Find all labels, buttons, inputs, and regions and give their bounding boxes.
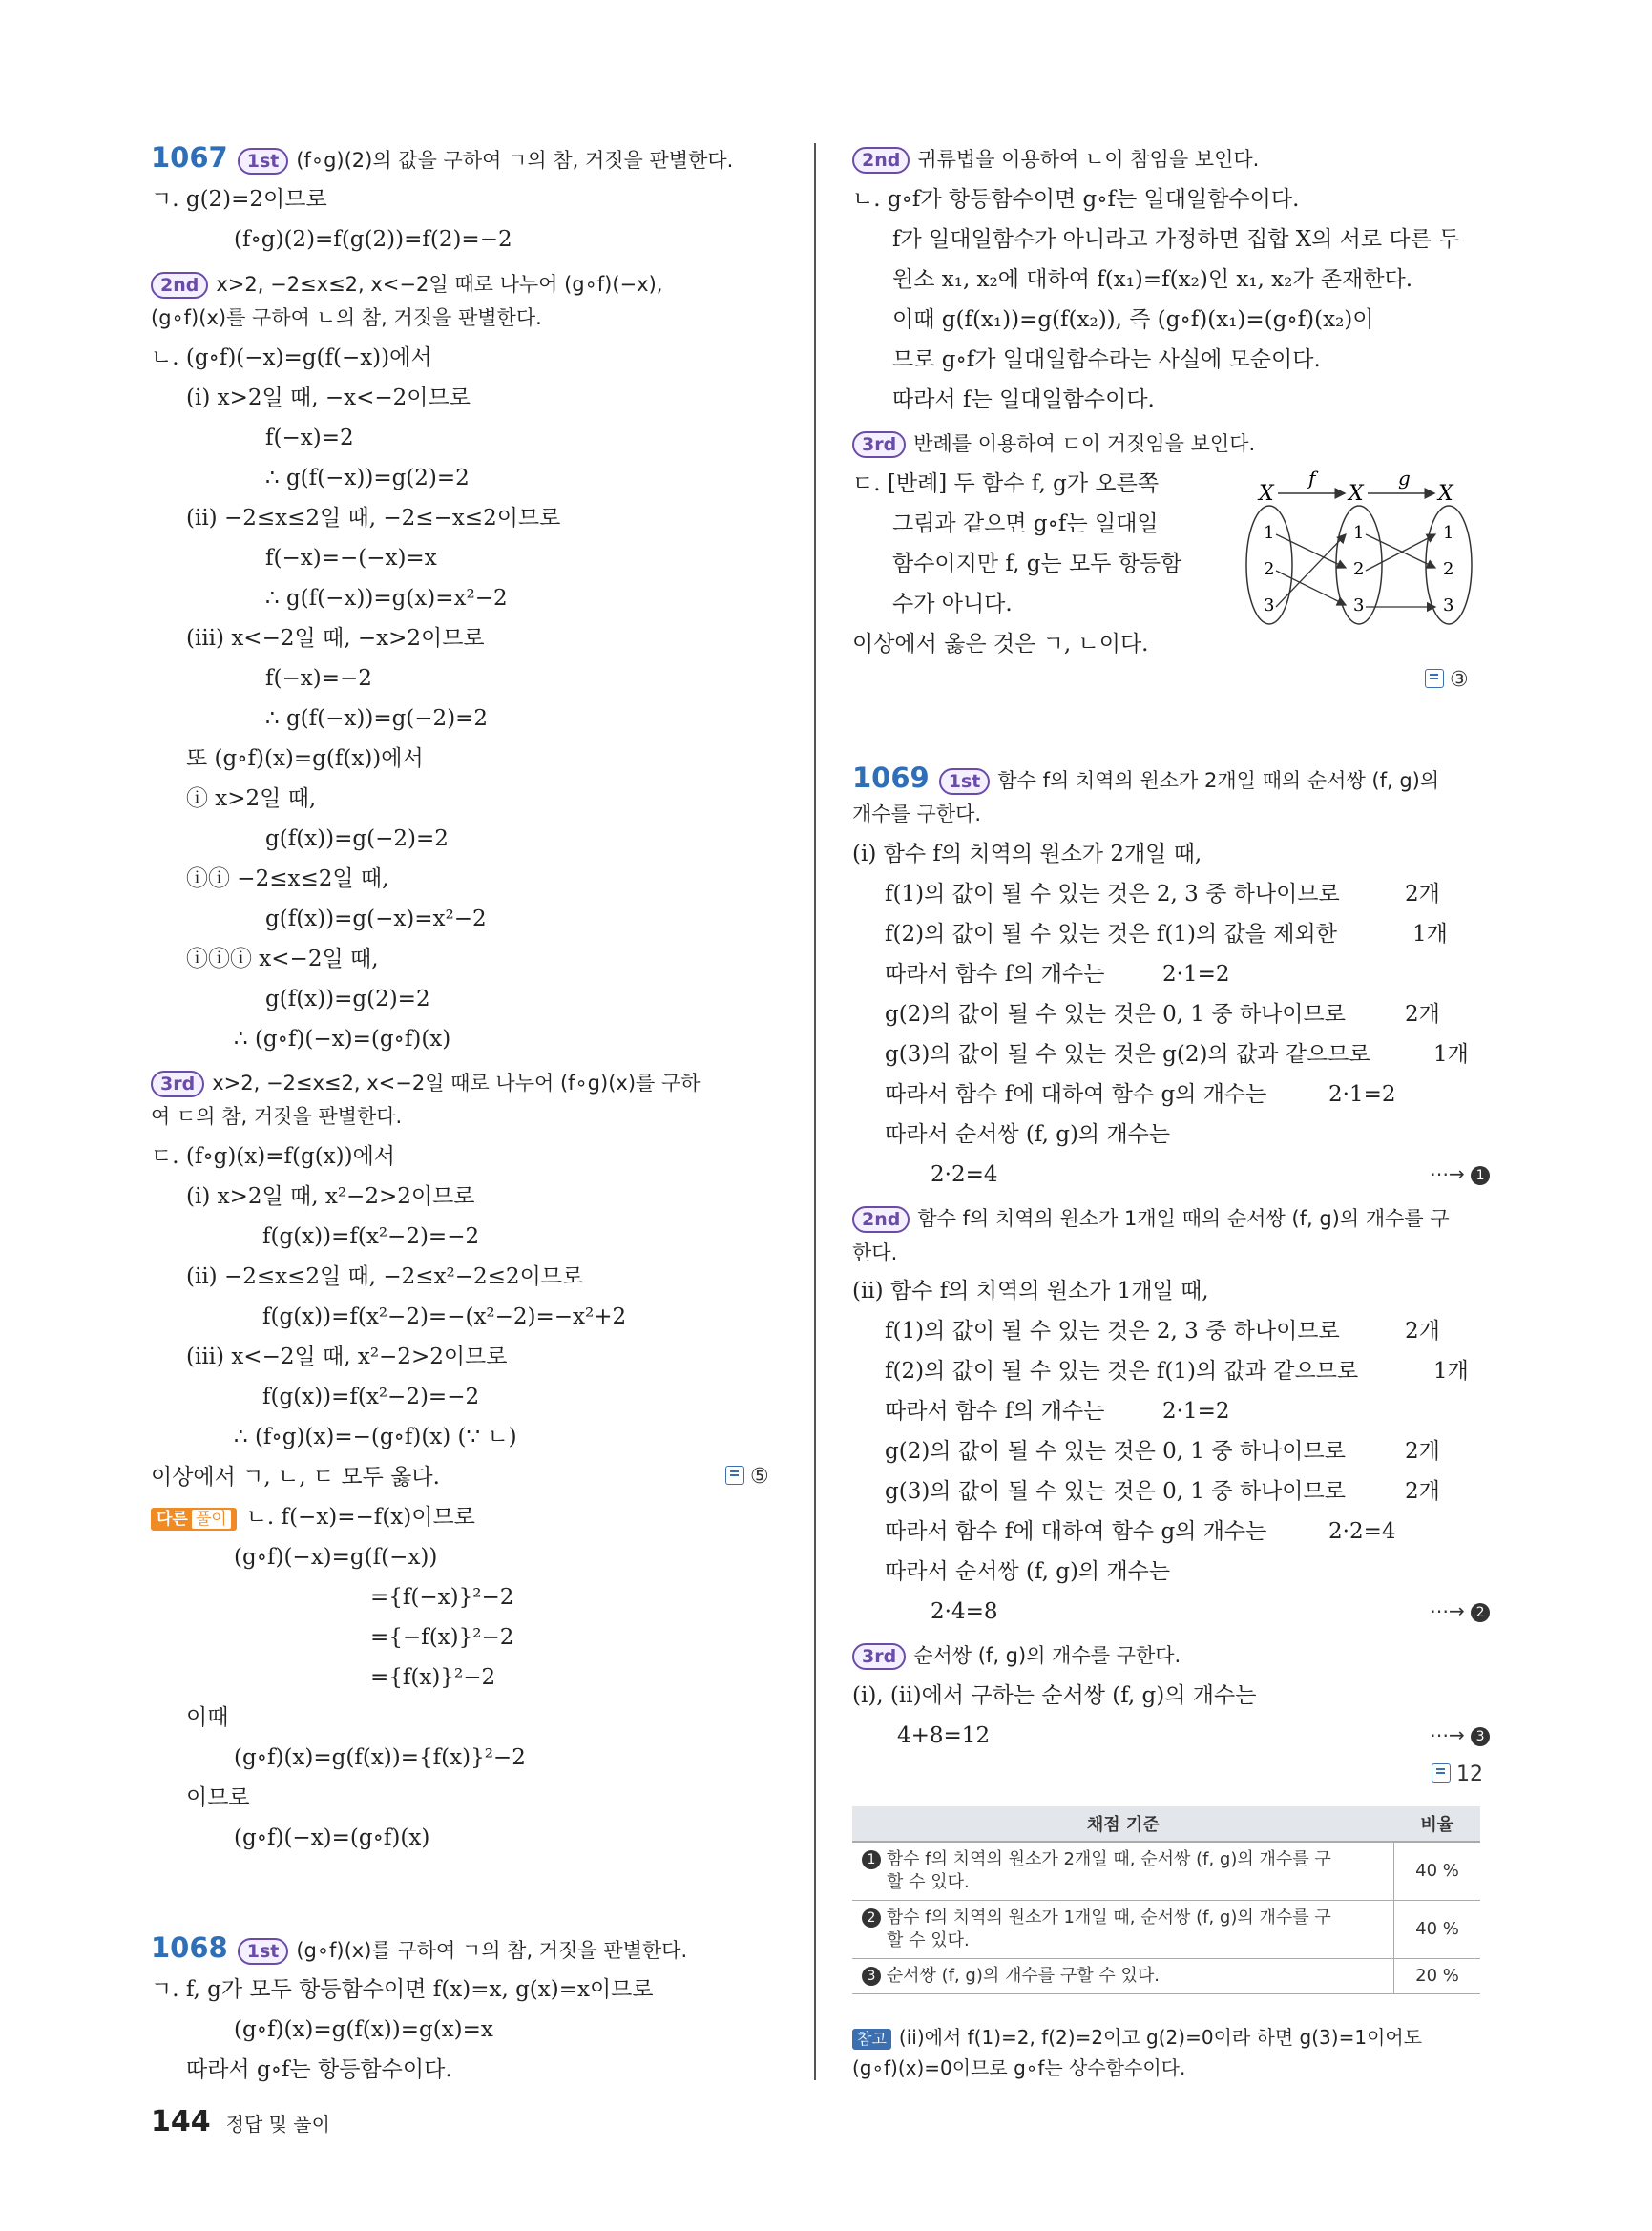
step-text: 함수 f의 치역의 원소가 1개일 때의 순서쌍 (f, g)의 개수를 구 bbox=[917, 1207, 1450, 1230]
solution-line: (i) x>2일 때, −x<−2이므로 bbox=[186, 386, 471, 410]
table-row bbox=[852, 1901, 1480, 1959]
table-row bbox=[852, 1842, 1480, 1901]
scoring-marker-3: ⋯→ 3 bbox=[1430, 1723, 1490, 1746]
count-value: 2·1=2 bbox=[1162, 962, 1230, 987]
step-text: 순서쌍 (f, g)의 개수를 구한다. bbox=[913, 1644, 1181, 1667]
column-divider bbox=[814, 143, 816, 2080]
solution-line: (g∘f)(x)=g(f(x))=g(x)=x bbox=[234, 2017, 493, 2042]
scoring-marker-2: ⋯→ 2 bbox=[1430, 1599, 1490, 1622]
solution-line: (g∘f)(x)=g(f(x))={f(x)}²−2 bbox=[234, 1745, 526, 1770]
solution-line: ㄱ. g(2)=2이므로 bbox=[151, 187, 327, 212]
answer-1067 bbox=[725, 1465, 769, 1489]
solution-line: 수가 아니다. bbox=[892, 592, 1013, 616]
note-text: (ii)에서 f(1)=2, f(2)=2이고 g(2)=0이라 하면 g(3)=1이어도 bbox=[898, 2026, 1423, 2049]
count-value: 2개 bbox=[1405, 1439, 1440, 1464]
solution-line: (ii) −2≤x≤2일 때, −2≤x²−2≤2이므로 bbox=[186, 1264, 584, 1289]
criteria-cell: 3 순서쌍 (f, g)의 개수를 구할 수 있다. bbox=[852, 1959, 1394, 1994]
count-value: 1개 bbox=[1433, 1359, 1469, 1384]
solution-line: f(2)의 값이 될 수 있는 것은 f(1)의 값과 같으므로 bbox=[885, 1359, 1359, 1384]
problem-number: 1069 bbox=[852, 761, 930, 794]
set-label-x2: X bbox=[1349, 482, 1364, 506]
step-text: 한다. bbox=[852, 1241, 898, 1264]
step-text: 여 ㄷ의 참, 거짓을 판별한다. bbox=[151, 1105, 403, 1128]
step-text: x>2, −2≤x≤2, x<−2일 때로 나누어 (f∘g)(x)를 구하 bbox=[212, 1072, 701, 1095]
solution-line: g(f(x))=g(−2)=2 bbox=[265, 826, 449, 851]
step-heading bbox=[852, 145, 1259, 174]
solution-line: f(2)의 값이 될 수 있는 것은 f(1)의 값을 제외한 bbox=[885, 922, 1337, 947]
solution-line: (iii) x<−2일 때, −x>2이므로 bbox=[186, 626, 485, 651]
step-text: 함수 f의 치역의 원소가 2개일 때의 순서쌍 (f, g)의 bbox=[997, 769, 1440, 792]
step-badge: 1st bbox=[939, 768, 991, 795]
criteria-cell: 2 함수 f의 치역의 원소가 1개일 때, 순서쌍 (f, g)의 개수를 구 할 수 있다. bbox=[852, 1901, 1394, 1959]
step-text: x>2, −2≤x≤2, x<−2일 때로 나누어 (g∘f)(−x), bbox=[216, 273, 663, 296]
step-heading bbox=[852, 429, 1255, 458]
solution-line: g(3)의 값이 될 수 있는 것은 g(2)의 값과 같으므로 bbox=[885, 1042, 1370, 1067]
solution-line: ={f(x)}²−2 bbox=[370, 1665, 496, 1690]
solution-line: f(1)의 값이 될 수 있는 것은 2, 3 중 하나이므로 bbox=[885, 882, 1340, 907]
solution-line: 4+8=12 bbox=[897, 1723, 991, 1748]
scoring-marker-1: ⋯→ 1 bbox=[1430, 1162, 1490, 1185]
svg-text:3: 3 bbox=[1353, 595, 1365, 615]
count-value: 1개 bbox=[1433, 1042, 1469, 1067]
solution-line: 따라서 순서쌍 (f, g)의 개수는 bbox=[885, 1122, 1171, 1147]
step-badge: 2nd bbox=[151, 272, 208, 299]
solution-line: ⓘ x>2일 때, bbox=[186, 786, 317, 811]
step-text: (g∘f)(x)를 구하여 ㄴ의 참, 거짓을 판별한다. bbox=[151, 306, 542, 329]
solution-line: g(3)의 값이 될 수 있는 것은 0, 1 중 하나이므로 bbox=[885, 1479, 1346, 1504]
solution-line: ∴ g(f(−x))=g(−2)=2 bbox=[265, 706, 489, 731]
count-value: 2·2=4 bbox=[1328, 1519, 1396, 1544]
svg-text:2: 2 bbox=[1353, 559, 1365, 579]
ratio-cell: 40 % bbox=[1394, 1901, 1481, 1959]
footer-label: 정답 및 풀이 bbox=[225, 2113, 330, 2136]
answer-1069 bbox=[1432, 1762, 1483, 1786]
g-label: g bbox=[1398, 468, 1411, 490]
solution-line: ={f(−x)}²−2 bbox=[370, 1585, 514, 1610]
solution-line: f가 일대일함수가 아니라고 가정하면 집합 X의 서로 다른 두 bbox=[892, 227, 1460, 252]
svg-text:2: 2 bbox=[1443, 559, 1454, 579]
step-text: (f∘g)(2)의 값을 구하여 ㄱ의 참, 거짓을 판별한다. bbox=[296, 149, 734, 172]
count-value: 2개 bbox=[1405, 1002, 1440, 1027]
step-badge: 3rd bbox=[852, 1643, 906, 1670]
count-value: 2개 bbox=[1405, 1479, 1440, 1504]
solution-line: g(2)의 값이 될 수 있는 것은 0, 1 중 하나이므로 bbox=[885, 1439, 1346, 1464]
step-text: 귀류법을 이용하여 ㄴ이 참임을 보인다. bbox=[917, 148, 1260, 171]
solution-line: 따라서 함수 f의 개수는 bbox=[885, 962, 1105, 987]
count-value: 1개 bbox=[1412, 922, 1448, 947]
solution-line: f(g(x))=f(x²−2)=−(x²−2)=−x²+2 bbox=[262, 1304, 627, 1329]
solution-line: f(g(x))=f(x²−2)=−2 bbox=[262, 1385, 480, 1409]
solution-line: (i), (ii)에서 구하는 순서쌍 (f, g)의 개수는 bbox=[852, 1683, 1257, 1708]
scoring-criteria-table bbox=[852, 1806, 1480, 1994]
answer-icon bbox=[725, 1466, 744, 1485]
set-label-x1: X bbox=[1259, 482, 1274, 506]
step-badge: 3rd bbox=[151, 1071, 204, 1097]
solution-line: g(f(x))=g(−x)=x²−2 bbox=[265, 907, 487, 931]
criteria-header: 채점 기준 bbox=[852, 1806, 1394, 1842]
solution-line: 따라서 함수 f의 개수는 bbox=[885, 1399, 1105, 1424]
answer-icon bbox=[1425, 669, 1444, 688]
solution-line: f(−x)=2 bbox=[265, 426, 354, 450]
answer-1068 bbox=[1425, 668, 1469, 692]
step-badge: 2nd bbox=[852, 147, 910, 174]
solution-text: ㄴ. f(−x)=−f(x)이므로 bbox=[245, 1505, 475, 1530]
conclusion-line: 이상에서 ㄱ, ㄴ, ㄷ 모두 옳다. bbox=[151, 1465, 440, 1490]
step-heading bbox=[151, 1069, 701, 1097]
alternate-solution-badge: 다른 풀이 bbox=[151, 1508, 237, 1531]
solution-line: (g∘f)(−x)=g(f(−x)) bbox=[234, 1545, 438, 1570]
solution-line: ∴ (f∘g)(x)=−(g∘f)(x) (∵ ㄴ) bbox=[234, 1425, 517, 1449]
solution-line: f(g(x))=f(x²−2)=−2 bbox=[262, 1224, 480, 1249]
solution-line: (g∘f)(−x)=(g∘f)(x) bbox=[234, 1825, 430, 1850]
answer-value: ③ bbox=[1450, 668, 1469, 692]
solution-line: 2·2=4 bbox=[931, 1162, 998, 1187]
step-text: (g∘f)(x)를 구하여 ㄱ의 참, 거짓을 판별한다. bbox=[296, 1939, 688, 1962]
answer-value: 12 bbox=[1456, 1762, 1483, 1786]
solution-line: (i) x>2일 때, x²−2>2이므로 bbox=[186, 1184, 475, 1209]
step-text: 반례를 이용하여 ㄷ이 거짓임을 보인다. bbox=[913, 432, 1256, 455]
solution-line: (ii) 함수 f의 치역의 원소가 1개일 때, bbox=[852, 1279, 1209, 1303]
step-heading bbox=[852, 1204, 1450, 1233]
svg-text:2: 2 bbox=[1264, 559, 1275, 579]
criteria-cell: 1 함수 f의 치역의 원소가 2개일 때, 순서쌍 (f, g)의 개수를 구 할 수 있다. bbox=[852, 1842, 1394, 1901]
solution-line: 이때 g(f(x₁))=g(f(x₂)), 즉 (g∘f)(x₁)=(g∘f)(x₂)이 bbox=[892, 307, 1374, 332]
solution-line: ⓘⓘⓘ x<−2일 때, bbox=[186, 947, 379, 971]
step-heading bbox=[151, 270, 662, 299]
step-badge: 1st bbox=[238, 148, 289, 175]
count-value: 2·1=2 bbox=[1162, 1399, 1230, 1424]
problem-1069-header bbox=[852, 763, 1439, 795]
solution-line: ㄴ. g∘f가 항등함수이면 g∘f는 일대일함수이다. bbox=[852, 187, 1300, 212]
solution-line: ∴ (g∘f)(−x)=(g∘f)(x) bbox=[234, 1027, 451, 1052]
svg-text:1: 1 bbox=[1443, 523, 1454, 543]
solution-line: (ii) −2≤x≤2일 때, −2≤−x≤2이므로 bbox=[186, 506, 561, 531]
ratio-cell: 40 % bbox=[1394, 1842, 1481, 1901]
solution-line: g(2)의 값이 될 수 있는 것은 0, 1 중 하나이므로 bbox=[885, 1002, 1346, 1027]
solution-line: ⓘⓘ −2≤x≤2일 때, bbox=[186, 866, 389, 891]
solution-line: 따라서 순서쌍 (f, g)의 개수는 bbox=[885, 1559, 1171, 1584]
reference-note bbox=[852, 2023, 1422, 2052]
solution-line: g(f(x))=g(2)=2 bbox=[265, 987, 430, 1011]
page-number: 144 bbox=[151, 2105, 211, 2138]
ratio-cell: 20 % bbox=[1394, 1959, 1481, 1994]
solution-line: 2·4=8 bbox=[931, 1599, 998, 1624]
svg-text:1: 1 bbox=[1264, 523, 1275, 543]
step-text: 개수를 구한다. bbox=[852, 803, 982, 825]
set-label-x3: X bbox=[1438, 482, 1453, 506]
solution-line: ={−f(x)}²−2 bbox=[370, 1625, 514, 1650]
solution-line: ∴ g(f(−x))=g(2)=2 bbox=[265, 466, 470, 490]
solution-line: 므로 g∘f가 일대일함수라는 사실에 모순이다. bbox=[892, 347, 1321, 372]
solution-line: f(−x)=−2 bbox=[265, 666, 372, 691]
step-badge: 3rd bbox=[852, 431, 906, 458]
solution-line: ㄴ. (g∘f)(−x)=g(f(−x))에서 bbox=[151, 345, 432, 370]
f-label: f bbox=[1308, 468, 1316, 490]
solution-line: (iii) x<−2일 때, x²−2>2이므로 bbox=[186, 1345, 508, 1369]
solution-line: 이므로 bbox=[186, 1785, 250, 1810]
solution-line: ∴ g(f(−x))=g(x)=x²−2 bbox=[265, 586, 508, 611]
problem-number: 1067 bbox=[151, 141, 228, 174]
problem-1067-header bbox=[151, 143, 733, 175]
alternate-solution-line bbox=[151, 1503, 475, 1532]
reference-badge: 참고 bbox=[852, 2029, 891, 2050]
solution-line: 따라서 f는 일대일함수이다. bbox=[892, 387, 1155, 412]
solution-line: 함수이지만 f, g는 모두 항등함 bbox=[892, 552, 1182, 576]
problem-1068-header bbox=[151, 1933, 687, 1965]
solution-line: 또 (g∘f)(x)=g(f(x))에서 bbox=[186, 746, 424, 771]
answer-icon bbox=[1432, 1763, 1451, 1783]
count-value: 2개 bbox=[1405, 1319, 1440, 1344]
note-text: (g∘f)(x)=0이므로 g∘f는 상수함수이다. bbox=[852, 2056, 1186, 2079]
solution-line: 따라서 함수 f에 대하여 함수 g의 개수는 bbox=[885, 1082, 1267, 1107]
solution-line: (i) 함수 f의 치역의 원소가 2개일 때, bbox=[852, 842, 1202, 866]
ratio-header: 비율 bbox=[1394, 1806, 1481, 1842]
solution-line: 그림과 같으면 g∘f는 일대일 bbox=[892, 511, 1159, 536]
solution-line: f(1)의 값이 될 수 있는 것은 2, 3 중 하나이므로 bbox=[885, 1319, 1340, 1344]
count-value: 2·1=2 bbox=[1328, 1082, 1396, 1107]
solution-line: (f∘g)(2)=f(g(2))=f(2)=−2 bbox=[234, 227, 512, 252]
solution-line: f(−x)=−(−x)=x bbox=[265, 546, 437, 571]
solution-line: 따라서 함수 f에 대하여 함수 g의 개수는 bbox=[885, 1519, 1267, 1544]
solution-line: ㄱ. f, g가 모두 항등함수이면 f(x)=x, g(x)=x이므로 bbox=[151, 1977, 654, 2002]
answer-value: ⑤ bbox=[750, 1465, 769, 1489]
svg-text:1: 1 bbox=[1353, 523, 1365, 543]
svg-text:3: 3 bbox=[1264, 595, 1275, 615]
solution-line: ㄷ. (f∘g)(x)=f(g(x))에서 bbox=[151, 1144, 396, 1169]
step-heading bbox=[852, 1641, 1181, 1670]
function-mapping-diagram bbox=[1236, 468, 1484, 639]
step-badge: 1st bbox=[238, 1938, 289, 1965]
solution-line: 이때 bbox=[186, 1705, 229, 1730]
count-value: 2개 bbox=[1405, 882, 1440, 907]
problem-number: 1068 bbox=[151, 1931, 228, 1964]
solution-line: 원소 x₁, x₂에 대하여 f(x₁)=f(x₂)인 x₁, x₂가 존재한다. bbox=[892, 267, 1413, 292]
solution-line: 따라서 g∘f는 항등함수이다. bbox=[186, 2057, 452, 2082]
page-footer bbox=[151, 2105, 330, 2138]
table-row bbox=[852, 1959, 1480, 1994]
svg-text:3: 3 bbox=[1443, 595, 1454, 615]
step-badge: 2nd bbox=[852, 1206, 910, 1233]
table-header-row bbox=[852, 1806, 1480, 1842]
solution-line: ㄷ. [반례] 두 함수 f, g가 오른쪽 bbox=[852, 471, 1160, 496]
conclusion-line: 이상에서 옳은 것은 ㄱ, ㄴ이다. bbox=[852, 632, 1149, 657]
